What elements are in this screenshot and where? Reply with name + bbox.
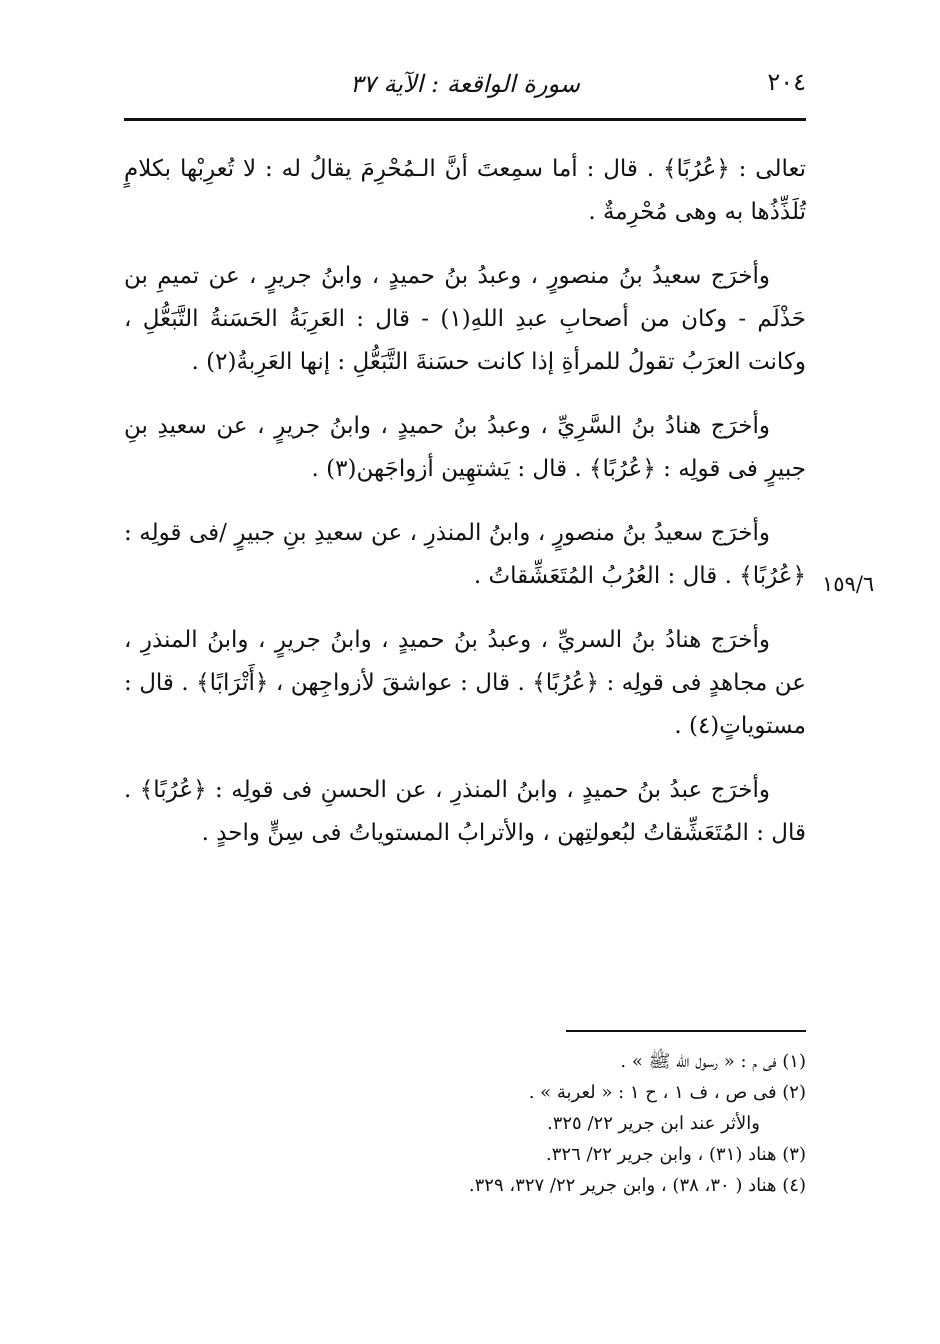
paragraph: تعالى : ﴿عُرُبًا﴾ . قال : أما سمِعتَ أنَّ الـمُحْرِمَ يقالُ له : لا تُعرِبْها بكلامٍ تُلَذِّذُها به وهى مُحْرِمةٌ . (124, 156, 806, 225)
footnote: (٣) هناد (٣١) ، وابن جرير ٢٢/ ٣٢٦. (546, 1144, 806, 1165)
footnote: (٤) هناد ( ٣٠، ٣٨) ، وابن جرير ٢٢/ ٣٢٧، ٣٢٩. (468, 1175, 806, 1196)
page-header (124, 62, 806, 106)
footnotes (124, 1046, 806, 1201)
paragraph: وأخرَج هنادُ بنُ السَّرِيِّ ، وعبدُ بنُ حميدٍ ، وابنُ جريرٍ ، عن سعيدِ بنِ جبيرٍ فى قولِه : ﴿عُرُبًا﴾ . قال : يَشتهِين أزواجَهن(٣) . (124, 413, 806, 482)
footnote: (٢) فى ص ، ف ١ ، ح ١ : « لعربة » . (528, 1082, 806, 1103)
main-text (124, 148, 806, 876)
paragraph: وأخرَج سعيدُ بنُ منصورٍ ، وابنُ المنذرِ ، عن سعيدِ بنِ جبيرٍ /فى قولِه : ﴿عُرُبًا﴾ . قال : العُرُبُ المُتَعَشِّقاتُ . (124, 520, 806, 589)
running-title: سورة الواقعة : الآية ٣٧ (350, 70, 580, 98)
footnote-continuation: والأثر عند ابن جرير ٢٢/ ٣٢٥. (546, 1113, 760, 1134)
page-number: ٢٠٤ (767, 68, 806, 96)
footnote: (١) فى م : « رسول الله ﷺ » . (620, 1051, 806, 1072)
margin-reference: ١٥٩/٦ (822, 572, 875, 596)
header-rule (124, 118, 806, 121)
paragraph: وأخرَج هنادُ بنُ السريِّ ، وعبدُ بنُ حميدٍ ، وابنُ جريرٍ ، وابنُ المنذرِ ، عن مجاهدٍ فى قولِه : ﴿عُرُبًا﴾ . قال : عواشقَ لأزواجِهن ، ﴿أَتْرَابًا﴾ . قال : مستوياتٍ(٤) . (124, 627, 806, 739)
paragraph: وأخرَج سعيدُ بنُ منصورٍ ، وعبدُ بنُ حميدٍ ، وابنُ جريرٍ ، عن تميمِ بن حَذْلَم - وكان من أصحابِ عبدِ اللهِ(١) - قال : العَرِبَةُ الحَسَنةُ التَّبَعُّلِ ، وكانت العرَبُ تقولُ للمرأةِ إذا كانت حسَنةَ التَّبَعُّلِ : إنها العَرِبةُ(٢) . (124, 263, 806, 375)
paragraph: وأخرَج عبدُ بنُ حميدٍ ، وابنُ المنذرِ ، عن الحسنِ فى قولِه : ﴿عُرُبًا﴾ . قال : المُتَعَشِّقاتُ لبُعولتِهن ، والأترابُ المستوياتُ فى سِنٍّ واحدٍ . (124, 777, 806, 846)
footnote-rule (566, 1030, 806, 1032)
